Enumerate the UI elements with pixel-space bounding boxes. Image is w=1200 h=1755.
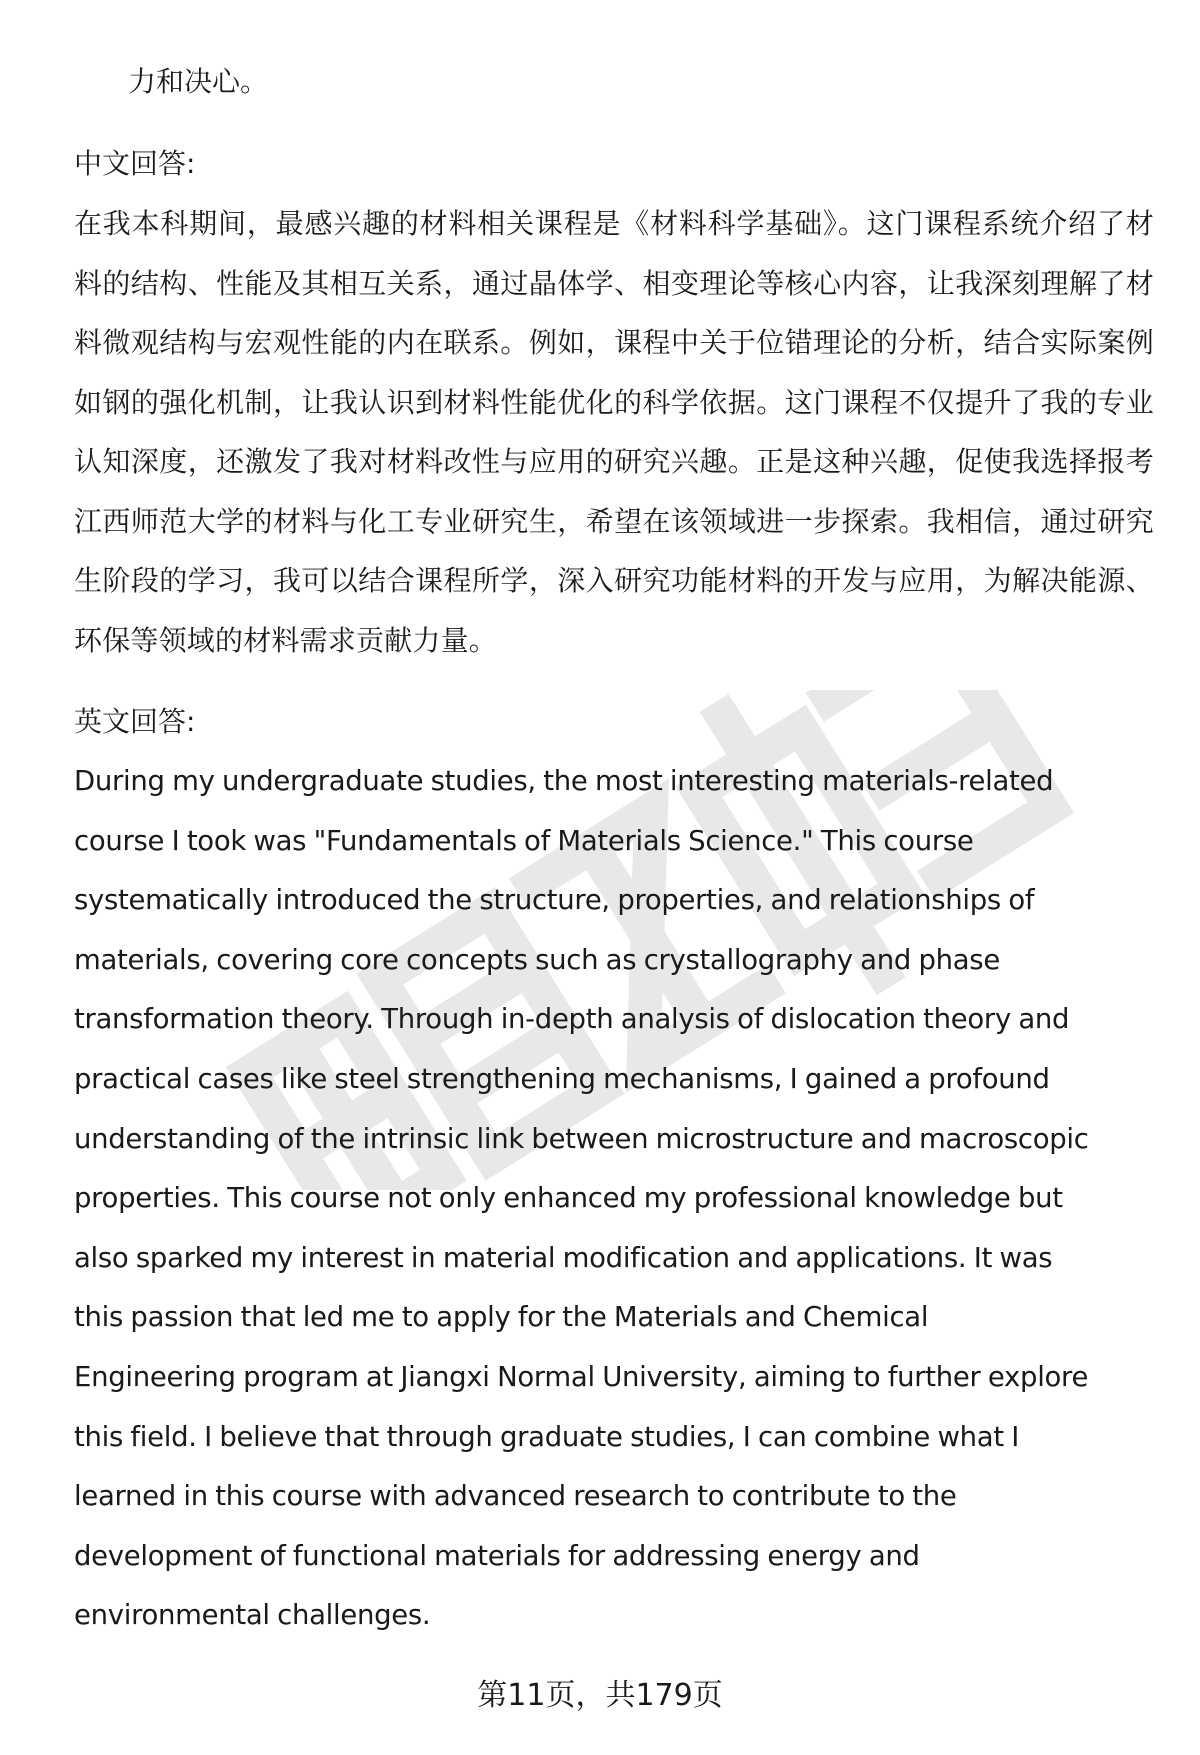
english-line: this field. I believe that through graduate studies, I can combine what I: [74, 1420, 1020, 1453]
english-line: During my undergraduate studies, the most interesting materials-related: [74, 765, 1054, 797]
continuation-text: 力和决心。: [128, 65, 269, 98]
document-content: [74, 52, 1154, 1646]
english-line: understanding of the intrinsic link between microstructure and macroscopic: [74, 1122, 1089, 1155]
english-line: also sparked my interest in material modification and applications. It was: [74, 1241, 1053, 1274]
page-number-footer: 第11页，共179页: [477, 1678, 723, 1713]
chinese-section-label: 中文回答:: [74, 147, 196, 180]
english-line: systematically introduced the structure, properties, and relationships of: [74, 884, 1035, 917]
english-line: course I took was "Fundamentals of Materials Science." This course: [74, 824, 974, 857]
english-line: development of functional materials for addressing energy and: [74, 1539, 920, 1572]
english-line: this passion that led me to apply for the Materials and Chemical: [74, 1301, 929, 1334]
english-answer-body: [74, 752, 1154, 1646]
english-line: properties. This course not only enhanced my professional knowledge but: [74, 1182, 1063, 1215]
english-line: practical cases like steel strengthening mechanisms, I gained a profound: [74, 1062, 1050, 1095]
english-section-label: 英文回答:: [74, 705, 196, 738]
english-line: transformation theory. Through in-depth analysis of dislocation theory and: [74, 1003, 1070, 1036]
english-line: environmental challenges.: [74, 1599, 431, 1632]
chinese-answer-body: 在我本科期间，最感兴趣的材料相关课程是《材料科学基础》。这门课程系统介绍了材料的结构、性能及其相互关系，通过晶体学、相变理论等核心内容，让我深刻理解了材料微观结构与宏观性能的内在联系。例如，课程中关于位错理论的分析，结合实际案例如钢的强化机制，让我认识到材料性能优化的科学依据。这门课程不仅提升了我的专业认知深度，还激发了我对材料改性与应用的研究兴趣。正是这种兴趣，促使我选择报考江西师范大学的材料与化工专业研究生，希望在该领域进一步探索。我相信，通过研究生阶段的学习，我可以结合课程所学，深入研究功能材料的开发与应用，为解决能源、环保等领域的材料需求贡献力量。: [74, 207, 1154, 657]
english-line: materials, covering core concepts such as crystallography and phase: [74, 943, 1000, 976]
english-line: learned in this course with advanced research to contribute to the: [74, 1480, 957, 1513]
english-line: Engineering program at Jiangxi Normal University, aiming to further explore: [74, 1360, 1089, 1393]
